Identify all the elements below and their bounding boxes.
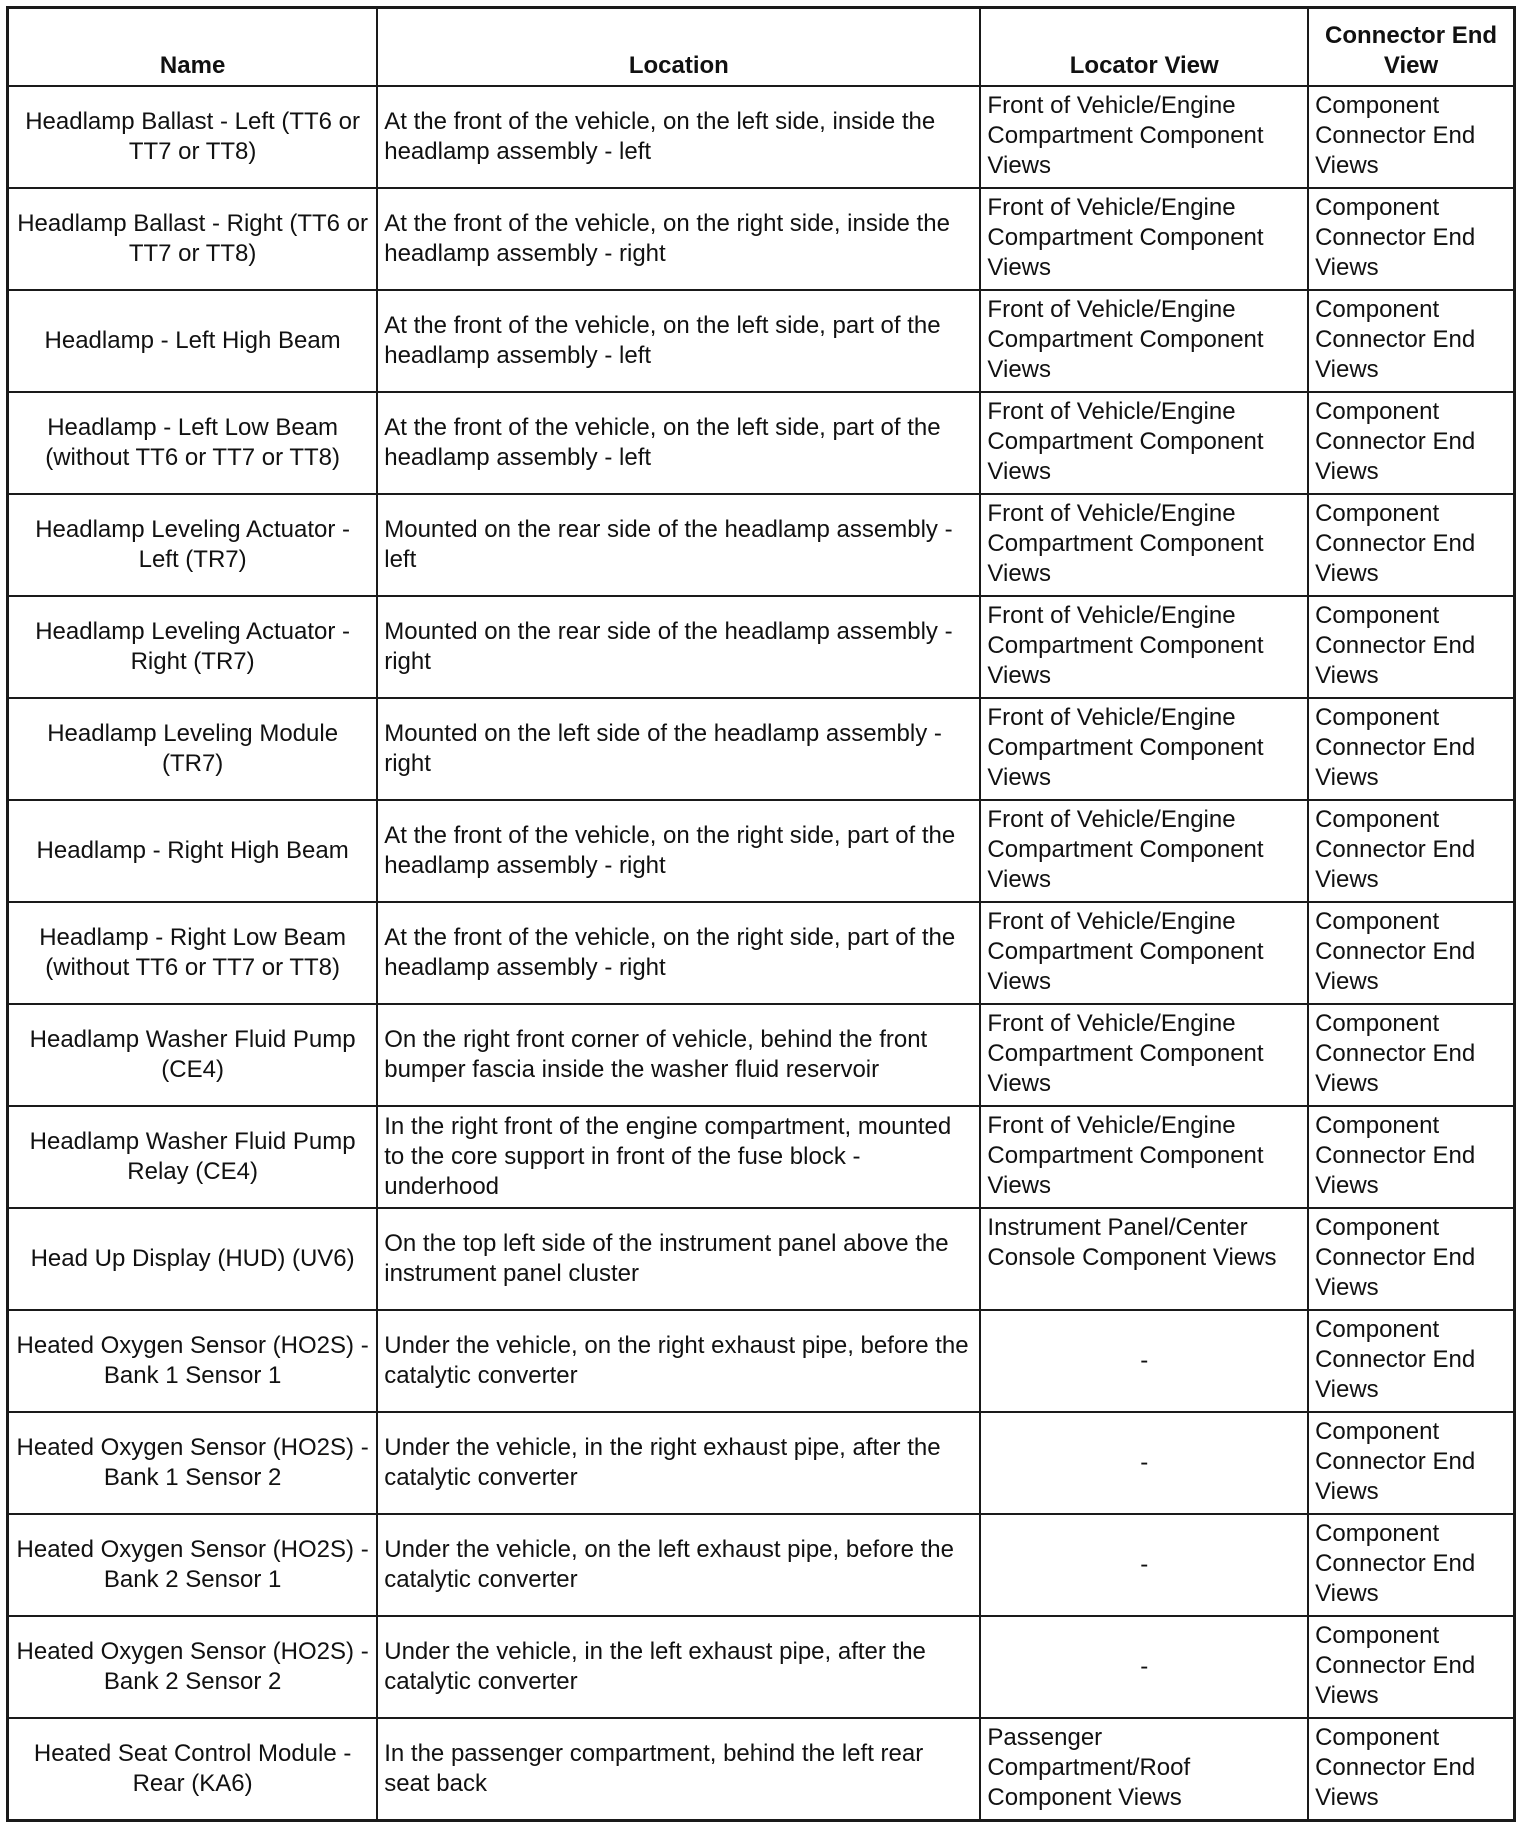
cell-connector-end-view: Component Connector End Views xyxy=(1308,290,1514,392)
cell-name: Headlamp Leveling Module (TR7) xyxy=(8,698,378,800)
cell-connector-end-view: Component Connector End Views xyxy=(1308,1310,1514,1412)
cell-location: On the right front corner of vehicle, behind the front bumper fascia inside the washer fluid reservoir xyxy=(377,1004,980,1106)
cell-locator-view: - xyxy=(980,1514,1308,1616)
cell-name: Headlamp - Left High Beam xyxy=(8,290,378,392)
component-locator-table-wrap xyxy=(6,6,1516,1822)
cell-connector-end-view: Component Connector End Views xyxy=(1308,86,1514,188)
cell-locator-view: Front of Vehicle/Engine Compartment Component Views xyxy=(980,494,1308,596)
cell-connector-end-view: Component Connector End Views xyxy=(1308,1208,1514,1310)
cell-location: At the front of the vehicle, on the left side, part of the headlamp assembly - left xyxy=(377,392,980,494)
cell-name: Headlamp Leveling Actuator - Left (TR7) xyxy=(8,494,378,596)
cell-connector-end-view: Component Connector End Views xyxy=(1308,800,1514,902)
cell-locator-view: Front of Vehicle/Engine Compartment Component Views xyxy=(980,800,1308,902)
table-row xyxy=(8,86,1515,188)
cell-location: Under the vehicle, on the right exhaust pipe, before the catalytic converter xyxy=(377,1310,980,1412)
cell-name: Heated Oxygen Sensor (HO2S) - Bank 1 Sensor 2 xyxy=(8,1412,378,1514)
cell-connector-end-view: Component Connector End Views xyxy=(1308,1616,1514,1718)
cell-locator-view: - xyxy=(980,1616,1308,1718)
cell-name: Headlamp Ballast - Left (TT6 or TT7 or TT8) xyxy=(8,86,378,188)
cell-location: Under the vehicle, on the left exhaust pipe, before the catalytic converter xyxy=(377,1514,980,1616)
header-row xyxy=(8,8,1515,87)
table-row xyxy=(8,1004,1515,1106)
cell-connector-end-view: Component Connector End Views xyxy=(1308,902,1514,1004)
table-row xyxy=(8,1616,1515,1718)
table-row xyxy=(8,1310,1515,1412)
cell-name: Heated Oxygen Sensor (HO2S) - Bank 2 Sensor 2 xyxy=(8,1616,378,1718)
table-row xyxy=(8,1208,1515,1310)
cell-location: Under the vehicle, in the right exhaust pipe, after the catalytic converter xyxy=(377,1412,980,1514)
header-locator-view: Locator View xyxy=(980,8,1308,87)
table-row xyxy=(8,392,1515,494)
cell-name: Headlamp Washer Fluid Pump Relay (CE4) xyxy=(8,1106,378,1208)
cell-connector-end-view: Component Connector End Views xyxy=(1308,1412,1514,1514)
table-row xyxy=(8,1718,1515,1821)
cell-name: Headlamp Washer Fluid Pump (CE4) xyxy=(8,1004,378,1106)
cell-connector-end-view: Component Connector End Views xyxy=(1308,188,1514,290)
header-location: Location xyxy=(377,8,980,87)
cell-locator-view: Front of Vehicle/Engine Compartment Component Views xyxy=(980,596,1308,698)
cell-location: At the front of the vehicle, on the right side, part of the headlamp assembly - right xyxy=(377,800,980,902)
cell-location: At the front of the vehicle, on the right side, inside the headlamp assembly - right xyxy=(377,188,980,290)
cell-connector-end-view: Component Connector End Views xyxy=(1308,392,1514,494)
cell-location: Mounted on the rear side of the headlamp assembly - right xyxy=(377,596,980,698)
cell-locator-view: Instrument Panel/Center Console Component Views xyxy=(980,1208,1308,1310)
cell-location: At the front of the vehicle, on the left side, part of the headlamp assembly - left xyxy=(377,290,980,392)
table-row xyxy=(8,1514,1515,1616)
table-row xyxy=(8,494,1515,596)
cell-connector-end-view: Component Connector End Views xyxy=(1308,494,1514,596)
cell-name: Heated Oxygen Sensor (HO2S) - Bank 2 Sensor 1 xyxy=(8,1514,378,1616)
table-row xyxy=(8,596,1515,698)
header-connector-end-view: Connector End View xyxy=(1308,8,1514,87)
table-row xyxy=(8,800,1515,902)
cell-name: Headlamp - Right Low Beam (without TT6 or TT7 or TT8) xyxy=(8,902,378,1004)
table-row xyxy=(8,902,1515,1004)
component-locator-table xyxy=(6,6,1516,1822)
table-row xyxy=(8,290,1515,392)
cell-connector-end-view: Component Connector End Views xyxy=(1308,1718,1514,1821)
cell-name: Headlamp - Left Low Beam (without TT6 or TT7 or TT8) xyxy=(8,392,378,494)
cell-name: Headlamp Ballast - Right (TT6 or TT7 or TT8) xyxy=(8,188,378,290)
cell-name: Headlamp Leveling Actuator - Right (TR7) xyxy=(8,596,378,698)
cell-location: Under the vehicle, in the left exhaust pipe, after the catalytic converter xyxy=(377,1616,980,1718)
cell-name: Head Up Display (HUD) (UV6) xyxy=(8,1208,378,1310)
cell-locator-view: Front of Vehicle/Engine Compartment Component Views xyxy=(980,188,1308,290)
cell-locator-view: - xyxy=(980,1412,1308,1514)
table-row xyxy=(8,1106,1515,1208)
cell-location: In the right front of the engine compartment, mounted to the core support in front of the fuse block - underhood xyxy=(377,1106,980,1208)
cell-locator-view: - xyxy=(980,1310,1308,1412)
cell-connector-end-view: Component Connector End Views xyxy=(1308,1106,1514,1208)
cell-locator-view: Front of Vehicle/Engine Compartment Component Views xyxy=(980,902,1308,1004)
cell-locator-view: Front of Vehicle/Engine Compartment Component Views xyxy=(980,1004,1308,1106)
cell-location: At the front of the vehicle, on the right side, part of the headlamp assembly - right xyxy=(377,902,980,1004)
cell-connector-end-view: Component Connector End Views xyxy=(1308,1004,1514,1106)
cell-name: Heated Seat Control Module - Rear (KA6) xyxy=(8,1718,378,1821)
cell-location: In the passenger compartment, behind the left rear seat back xyxy=(377,1718,980,1821)
cell-locator-view: Front of Vehicle/Engine Compartment Component Views xyxy=(980,1106,1308,1208)
cell-location: At the front of the vehicle, on the left side, inside the headlamp assembly - left xyxy=(377,86,980,188)
cell-locator-view: Front of Vehicle/Engine Compartment Component Views xyxy=(980,392,1308,494)
cell-location: Mounted on the rear side of the headlamp assembly - left xyxy=(377,494,980,596)
table-row xyxy=(8,188,1515,290)
cell-connector-end-view: Component Connector End Views xyxy=(1308,698,1514,800)
cell-locator-view: Passenger Compartment/Roof Component Views xyxy=(980,1718,1308,1821)
cell-connector-end-view: Component Connector End Views xyxy=(1308,1514,1514,1616)
table-row xyxy=(8,1412,1515,1514)
cell-name: Heated Oxygen Sensor (HO2S) - Bank 1 Sensor 1 xyxy=(8,1310,378,1412)
header-name: Name xyxy=(8,8,378,87)
cell-connector-end-view: Component Connector End Views xyxy=(1308,596,1514,698)
table-row xyxy=(8,698,1515,800)
cell-location: Mounted on the left side of the headlamp assembly - right xyxy=(377,698,980,800)
cell-locator-view: Front of Vehicle/Engine Compartment Component Views xyxy=(980,290,1308,392)
cell-location: On the top left side of the instrument panel above the instrument panel cluster xyxy=(377,1208,980,1310)
cell-name: Headlamp - Right High Beam xyxy=(8,800,378,902)
cell-locator-view: Front of Vehicle/Engine Compartment Component Views xyxy=(980,698,1308,800)
cell-locator-view: Front of Vehicle/Engine Compartment Component Views xyxy=(980,86,1308,188)
